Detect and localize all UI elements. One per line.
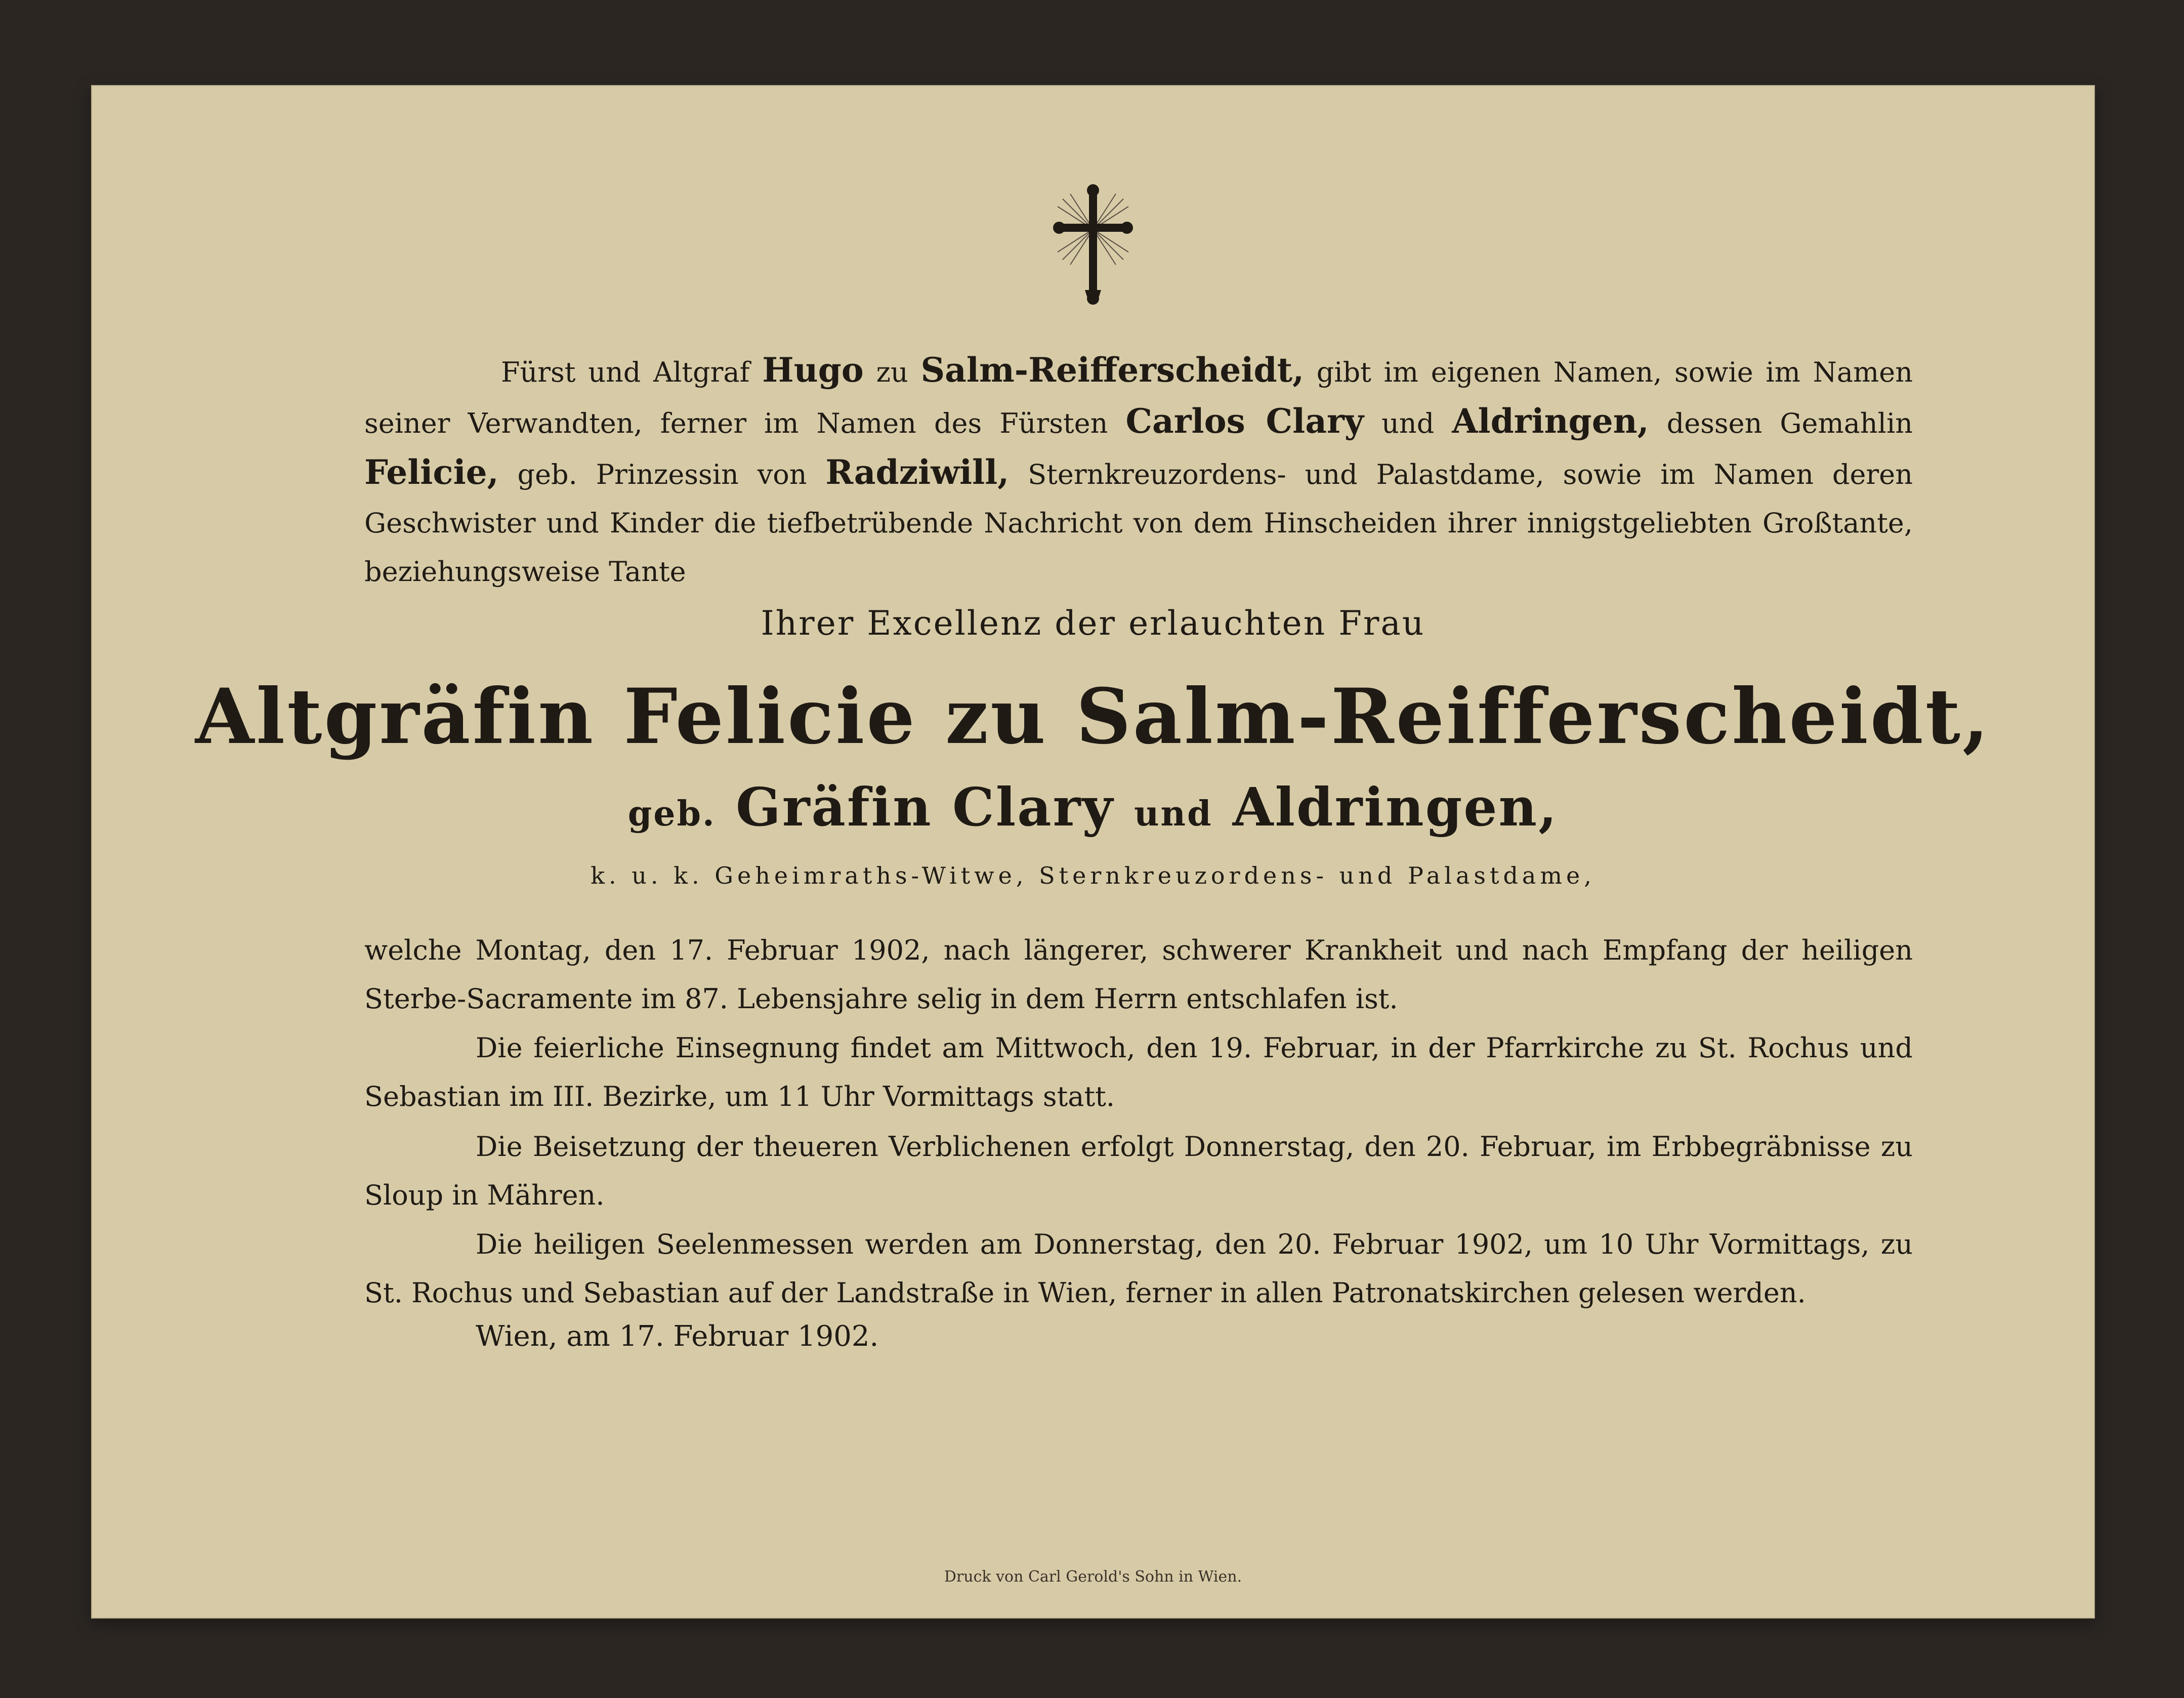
honorific: Ihrer Excellenz der erlauchten Frau	[761, 604, 1425, 643]
deceased-name: Altgräfin Felicie zu Salm-Reifferscheidt,	[195, 672, 1991, 761]
masses-paragraph: Die heiligen Seelenmessen werden am Donnerstag, den 20. Februar 1902, um 10 Uhr Vormittags, zu St. Rochus und Sebastian auf der Landstraße in Wien, ferner in allen Patronatskirchen gelesen werden.	[364, 1228, 1913, 1309]
burial-paragraph: Die Beisetzung der theueren Verblichenen erfolgt Donnerstag, den 20. Februar, im Erbbegräbnisse zu Sloup in Mähren.	[364, 1131, 1913, 1211]
obituary-card	[91, 85, 2095, 1619]
name-hugo: Hugo	[762, 350, 864, 390]
blessing-paragraph: Die feierliche Einsegnung findet am Mittwoch, den 19. Februar, in der Pfarrkirche zu St. Rochus und Sebastian im III. Bezirke, um 11 Uhr Vormittags statt.	[364, 1032, 1913, 1112]
ornate-cross-icon	[1042, 181, 1144, 308]
announcement-intro: Fürst und Altgraf Hugo zu Salm-Reifferscheidt, gibt im eigenen Namen, sowie im Namen seiner Verwandten, ferner im Namen des Fürsten Carlos Clary und Aldringen, dessen Gemahlin Felicie, geb. Prinzessin von Radziwill, Sternkreuzordens- und Palastdame, sowie im Namen deren Geschwister und Kinder die tiefbetrübende Nachricht von dem Hinscheiden ihrer innigstgeliebten Großtante, beziehungsweise Tante	[364, 350, 1913, 588]
place-date: Wien, am 17. Februar 1902.	[476, 1320, 879, 1353]
name-aldringen: Aldringen,	[1452, 401, 1649, 441]
death-paragraph: welche Montag, den 17. Februar 1902, nach längerer, schwerer Krankheit und nach Empfang der heiligen Sterbe-Sacramente im 87. Lebensjahre selig in dem Herrn entschlafen ist.	[364, 934, 1913, 1015]
name-radziwill: Radziwill,	[825, 452, 1010, 492]
printer-imprint: Druck von Carl Gerold's Sohn in Wien.	[944, 1568, 1242, 1586]
birth-name: geb. Gräfin Clary und Aldringen,	[627, 776, 1559, 838]
deceased-titles: k. u. k. Geheimraths-Witwe, Sternkreuzordens- und Palastdame,	[591, 862, 1595, 889]
name-carlos-clary: Carlos Clary	[1125, 401, 1364, 441]
name-salm: Salm-Reifferscheidt,	[920, 350, 1305, 390]
name-felicie: Felicie,	[364, 452, 499, 492]
